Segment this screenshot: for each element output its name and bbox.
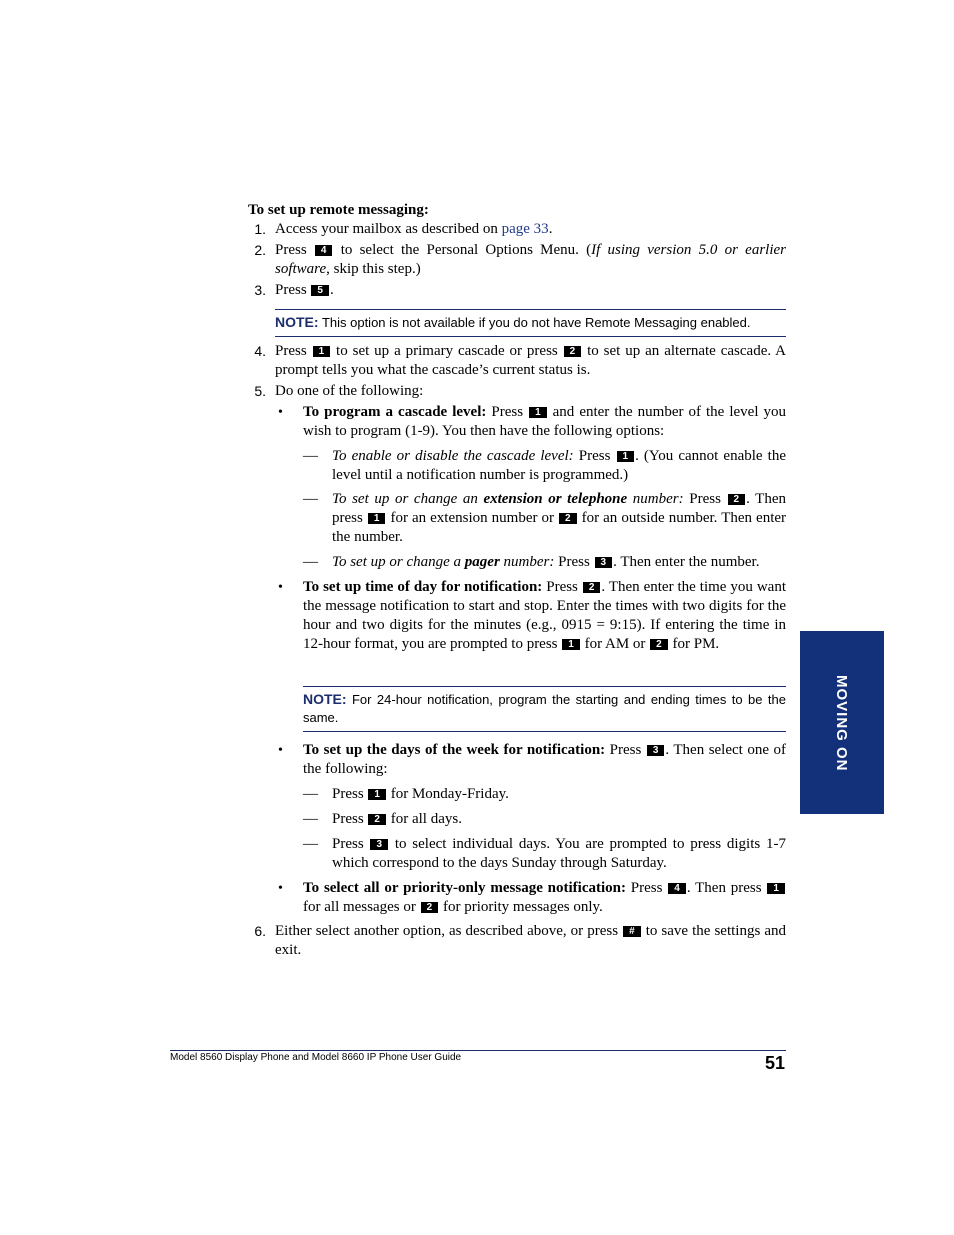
page-number: 51 <box>764 1053 785 1073</box>
key-3: 3 <box>370 839 388 850</box>
section-heading: To set up remote messaging: <box>248 202 429 218</box>
bullet-cascade-level: • To program a cascade level: Press 1 and enter the number of the level you wish to program (1-9). You then have the following options: <box>278 404 786 439</box>
bullet-days-of-week: • To set up the days of the week for notification: Press 3 . Then select one of the following: <box>278 742 786 777</box>
step-number: 3. <box>254 282 266 298</box>
dash-enable-cascade: — To enable or disable the cascade level: Press 1 . (You cannot enable the level until a notification number is programmed.) <box>303 448 786 483</box>
key-3: 3 <box>647 745 665 756</box>
dash-monday-friday: — Press 1 for Monday-Friday. <box>303 786 509 802</box>
note-remote-messaging: NOTE: This option is not available if you do not have Remote Messaging enabled. <box>275 309 786 337</box>
key-pound: # <box>623 926 641 937</box>
key-2: 2 <box>421 902 439 913</box>
dash-individual-days: — Press 3 to select individual days. You are prompted to press digits 1-7 which correspond to the days Sunday through Saturday. <box>303 836 786 871</box>
footer-rule <box>170 1050 786 1051</box>
side-tab-label: MOVING ON <box>833 674 850 772</box>
key-2: 2 <box>559 513 577 524</box>
key-2: 2 <box>583 582 601 593</box>
key-1: 1 <box>562 639 580 650</box>
key-1: 1 <box>529 407 547 418</box>
key-2: 2 <box>650 639 668 650</box>
key-4: 4 <box>315 245 333 256</box>
key-2: 2 <box>728 494 746 505</box>
key-5: 5 <box>311 285 329 296</box>
step-1: 1. Access your mailbox as described on page 33. <box>248 220 786 239</box>
key-1: 1 <box>368 513 386 524</box>
step-number: 1. <box>254 221 266 237</box>
key-1: 1 <box>313 346 331 357</box>
step-3: 3. Press 5 . <box>248 281 786 300</box>
note-label: NOTE: <box>303 691 347 707</box>
bullet-time-of-day: • To set up time of day for notification: Press 2 . Then enter the time you want the message notification to start and stop. Enter the times with two digits for the hour and two digits for the minutes (e.g., 0915 = 9:15). If entering the time in 12-hour format, you are prompted to press 1 for AM or 2 for PM. <box>278 579 786 652</box>
key-3: 3 <box>595 557 613 568</box>
step-number: 2. <box>254 242 266 258</box>
dash-all-days: — Press 2 for all days. <box>303 811 462 827</box>
key-4: 4 <box>668 883 686 894</box>
step-6: 6. Either select another option, as described above, or press # to save the settings and exit. <box>248 922 786 960</box>
note-label: NOTE: <box>275 314 319 330</box>
key-1: 1 <box>617 451 635 462</box>
step-number: 4. <box>254 343 266 359</box>
key-2: 2 <box>368 814 386 825</box>
key-2: 2 <box>564 346 582 357</box>
note-24-hour: NOTE: For 24-hour notification, program the starting and ending times to be the same. <box>303 686 786 732</box>
dash-extension-number: — To set up or change an extension or telephone number: Press 2 . Then press 1 for an extension number or 2 for an outside number. Then enter the number. <box>303 491 787 545</box>
key-1: 1 <box>767 883 785 894</box>
page-link[interactable]: page 33 <box>501 221 549 237</box>
dash-pager-number: — To set up or change a pager number: Press 3 . Then enter the number. <box>303 554 760 570</box>
footer-title: Model 8560 Display Phone and Model 8660 IP Phone User Guide <box>170 1052 462 1063</box>
step-number: 5. <box>254 383 266 399</box>
bullet-priority-notification: • To select all or priority-only message notification: Press 4 . Then press 1 for all messages or 2 for priority messages only. <box>278 879 786 917</box>
section-side-tab <box>800 631 884 814</box>
step-5: 5. Do one of the following: <box>248 382 786 401</box>
step-2: 2. Press 4 to select the Personal Options Menu. (If using version 5.0 or earlier software, skip this step.) <box>248 241 786 279</box>
step-4: 4. Press 1 to set up a primary cascade or press 2 to set up an alternate cascade. A prompt tells you what the cascade’s current status is. <box>248 342 786 380</box>
key-1: 1 <box>368 789 386 800</box>
step-number: 6. <box>254 923 266 939</box>
